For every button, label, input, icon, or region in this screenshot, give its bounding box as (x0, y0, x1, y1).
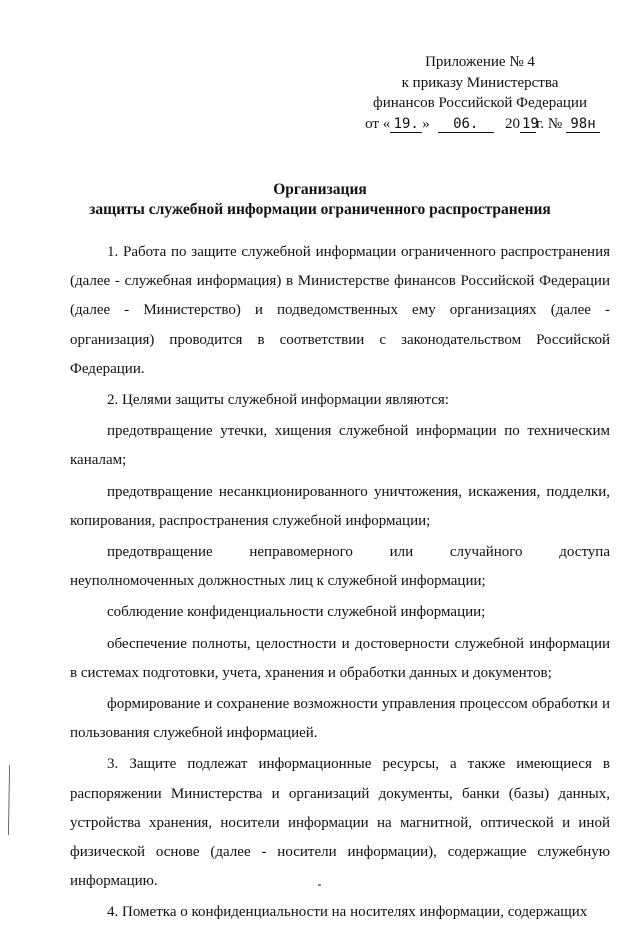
date-year-unit: г. № (535, 115, 563, 132)
appendix-order-ref: к приказу Министерства (401, 74, 559, 91)
date-year-suffix: 19 (521, 115, 539, 132)
paragraph-9: 3. Защите подлежат информационные ресурсы, а также имеющиеся в распоряжении Министерства и организаций документы, банки (базы) данных, устройства хранения, носители информации на магнитной, оптической и иной физической основе (далее - носители информации), содержащие служебную информацию. (70, 756, 610, 890)
date-day: 19. (390, 116, 422, 133)
paragraph-1: 1. Работа по защите служебной информации ограниченного распространения (далее - служебная информация) в Министерстве финансов Российской Федерации (далее - Министерство) и подведомственных ему организациях (далее - организация) проводится в соответствии с законодательством Российской Федерации. (70, 244, 610, 377)
appendix-date-line (360, 114, 600, 135)
appendix-ministry: финансов Российской Федерации (373, 95, 587, 111)
title-line-1: Организация (273, 181, 367, 198)
page-dot-mark (318, 884, 321, 886)
margin-pen-mark (8, 765, 10, 835)
paragraph-5-line-1: предотвращение неправомерного или случайного доступа (107, 544, 610, 561)
order-number: 98н (566, 116, 600, 133)
document-title (0, 180, 640, 220)
paragraph-3: предотвращение утечки, хищения служебной информации по техническим каналам; (70, 423, 610, 469)
paragraph-2: 2. Целями защиты служебной информации являются: (107, 392, 449, 409)
paragraph-4: предотвращение несанкционированного уничтожения, искажения, подделки, копирования, распространения служебной информации; (70, 483, 610, 529)
paragraph-5-line-2: неуполномоченных должностных лиц к служебной информации; (70, 573, 486, 590)
title-line-2: защиты служебной информации ограниченного распространения (89, 201, 551, 218)
paragraph-8: формирование и сохранение возможности управления процессом обработки и пользования служебной информацией. (70, 696, 610, 742)
appendix-header (360, 52, 600, 134)
paragraph-10: 4. Пометка о конфиденциальности на носителях информации, содержащих (107, 904, 588, 921)
date-quote-close: » (422, 115, 430, 132)
date-year-prefix: 20 (504, 115, 520, 132)
paragraph-7: обеспечение полноты, целостности и достоверности служебной информации в системах подготовки, учета, хранения и обработки данных и документов; (70, 635, 610, 681)
document-body (70, 238, 610, 930)
date-month: 06. (438, 116, 494, 133)
date-prefix: от « (365, 115, 391, 132)
appendix-number: Приложение № 4 (425, 54, 535, 70)
paragraph-6: соблюдение конфиденциальности служебной информации; (107, 604, 486, 621)
